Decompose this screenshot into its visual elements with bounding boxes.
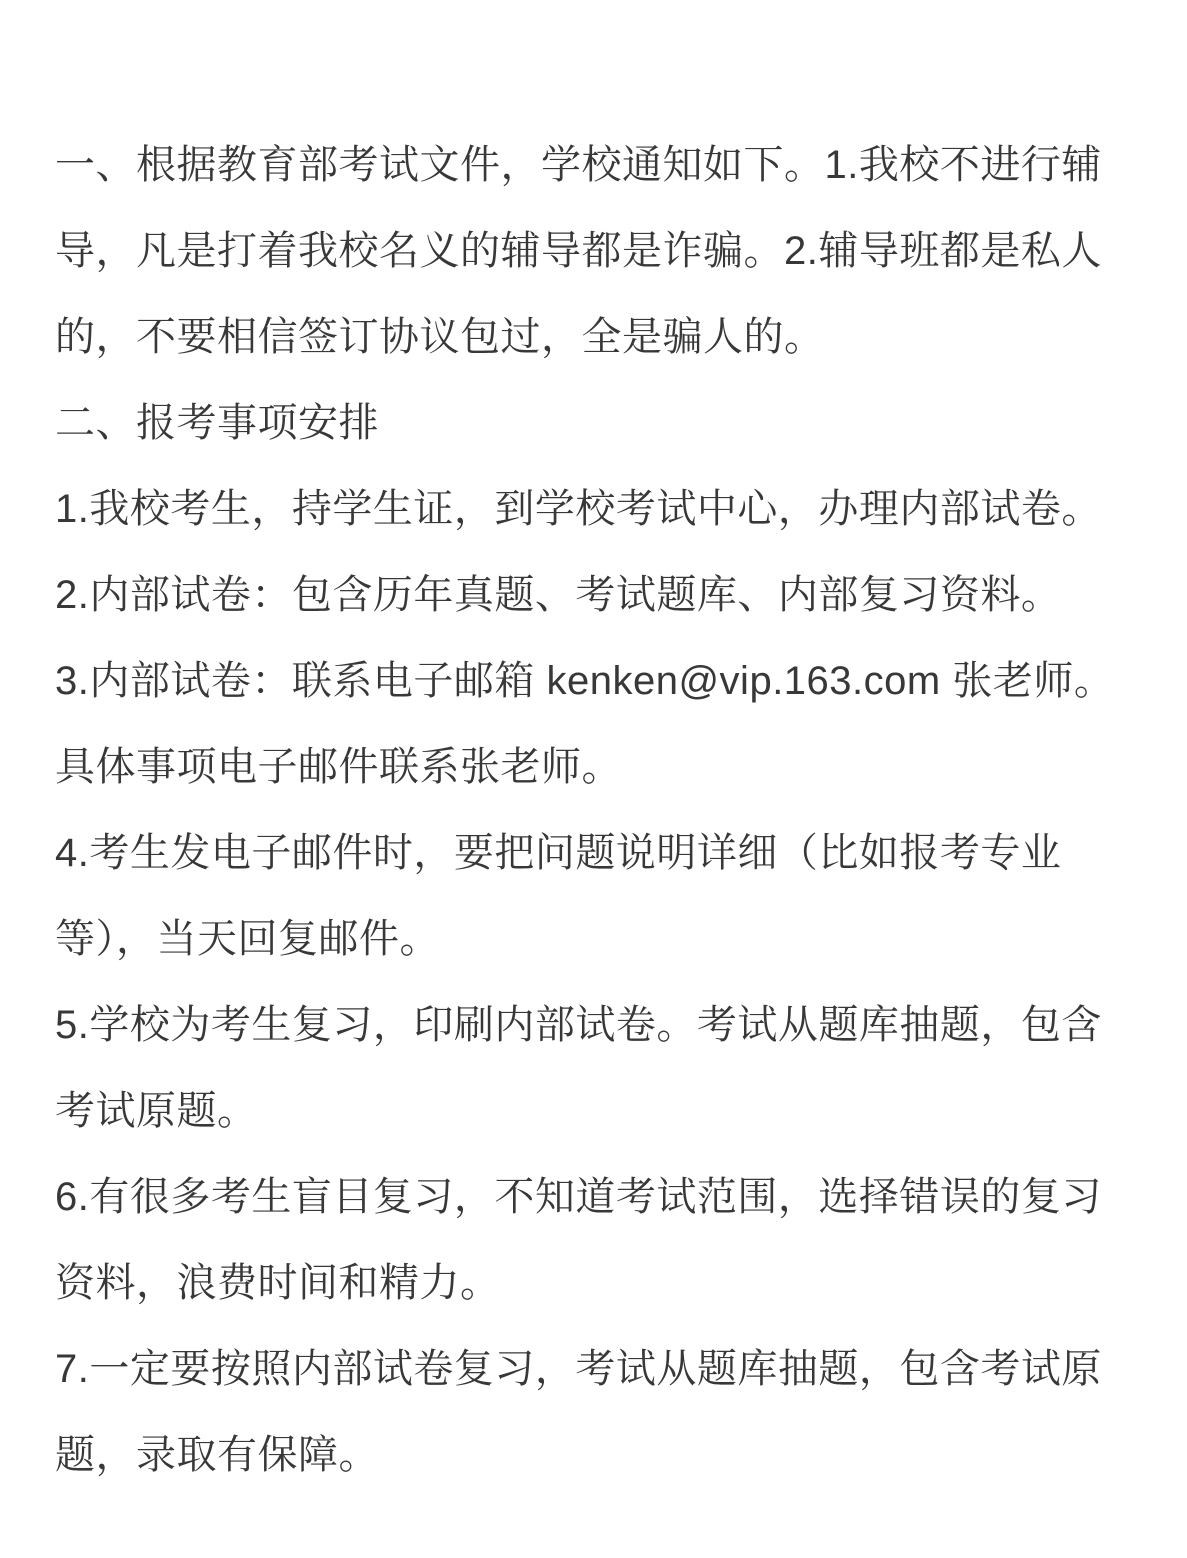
notice-item-1: 1.我校考生，持学生证，到学校考试中心，办理内部试卷。	[55, 487, 1102, 531]
notice-section-1: 一、根据教育部考试文件，学校通知如下。1.我校不进行辅导，凡是打着我校名义的辅导都是诈骗。2.辅导班都是私人的，不要相信签订协议包过，全是骗人的。	[55, 143, 1102, 359]
notice-item-2: 2.内部试卷：包含历年真题、考试题库、内部复习资料。	[55, 573, 1062, 617]
notice-item-7: 7.一定要按照内部试卷复习，考试从题库抽题，包含考试原题，录取有保障。	[55, 1347, 1102, 1477]
notice-item-4: 4.考生发电子邮件时，要把问题说明详细（比如报考专业等），当天回复邮件。	[55, 831, 1062, 961]
notice-item-5: 5.学校为考生复习，印刷内部试卷。考试从题库抽题，包含考试原题。	[55, 1003, 1102, 1133]
notice-item-3-contact-email: 3.内部试卷：联系电子邮箱 kenken@vip.163.com 张老师。具体事项电子邮件联系张老师。	[55, 659, 1115, 789]
notice-section-2-heading: 二、报考事项安排	[55, 401, 379, 445]
notice-item-6: 6.有很多考生盲目复习，不知道考试范围，选择错误的复习资料，浪费时间和精力。	[55, 1175, 1102, 1305]
